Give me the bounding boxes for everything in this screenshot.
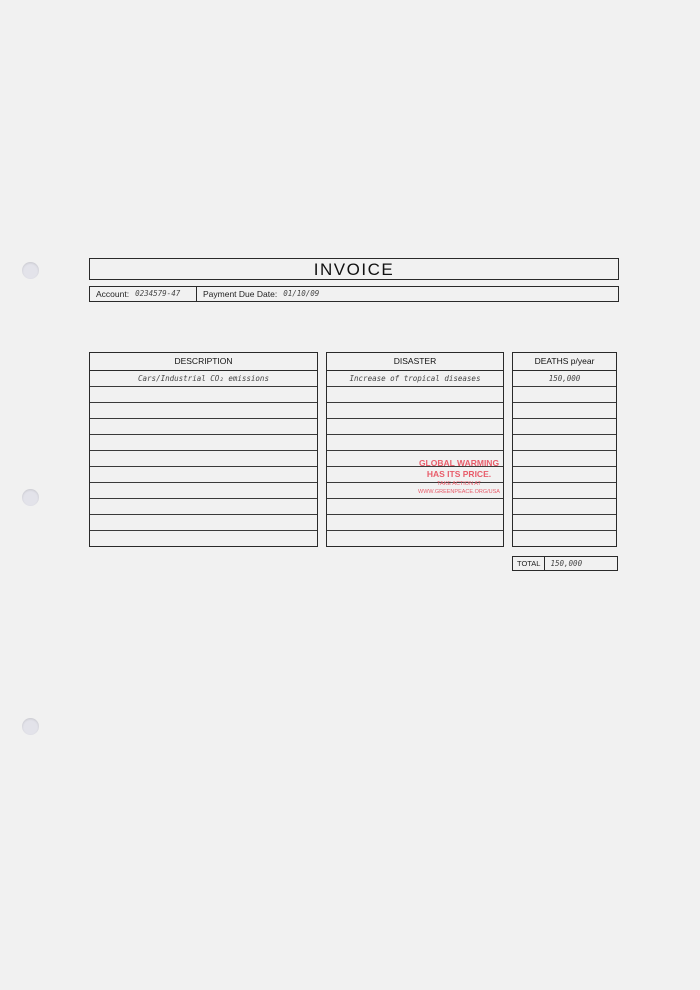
due-date-cell (196, 287, 325, 301)
deaths-row (513, 435, 616, 451)
description-table (89, 352, 318, 547)
deaths-row: 150,000 (513, 371, 616, 387)
description-row (90, 515, 317, 531)
deaths-row (513, 387, 616, 403)
deaths-header: DEATHS p/year (513, 353, 616, 371)
deaths-row (513, 483, 616, 499)
deaths-row (513, 467, 616, 483)
deaths-row (513, 515, 616, 531)
description-row: Cars/Industrial CO₂ emissions (90, 371, 317, 387)
description-row (90, 403, 317, 419)
description-row (90, 499, 317, 515)
description-header: DESCRIPTION (90, 353, 317, 371)
account-label: Account: (96, 289, 130, 299)
punch-hole-bottom (22, 718, 39, 735)
disaster-row (327, 387, 503, 403)
disaster-row (327, 499, 503, 515)
description-row (90, 467, 317, 483)
total-value: 150,000 (550, 559, 583, 568)
stamp-line-2: HAS ITS PRICE. (426, 469, 492, 479)
invoice-title: INVOICE (89, 258, 619, 280)
disaster-row (327, 435, 503, 451)
stamp-line-1: GLOBAL WARMING (418, 458, 500, 468)
due-date-label: Payment Due Date: (203, 289, 278, 299)
stamp-url[interactable]: WWW.GREENPEACE.ORG/USA (418, 489, 500, 495)
punch-hole-top (22, 262, 39, 279)
punch-hole-middle (22, 489, 39, 506)
deaths-row (513, 499, 616, 515)
greenpeace-stamp (414, 458, 504, 496)
due-date-value: 01/10/09 (283, 289, 320, 298)
description-row (90, 483, 317, 499)
stamp-line-3: TAKE ACTION AT (437, 481, 481, 487)
deaths-row (513, 531, 616, 547)
disaster-row (327, 419, 503, 435)
description-row (90, 435, 317, 451)
account-value: 0234579-47 (135, 289, 181, 298)
total-label: TOTAL (513, 557, 545, 570)
disaster-row (327, 403, 503, 419)
disaster-table (326, 352, 504, 547)
deaths-table (512, 352, 617, 547)
disaster-row: Increase of tropical diseases (327, 371, 503, 387)
description-row (90, 451, 317, 467)
deaths-row (513, 403, 616, 419)
description-row (90, 419, 317, 435)
description-row (90, 387, 317, 403)
disaster-header: DISASTER (327, 353, 503, 371)
deaths-row (513, 419, 616, 435)
total-box (512, 556, 618, 571)
disaster-row (327, 515, 503, 531)
deaths-row (513, 451, 616, 467)
description-row (90, 531, 317, 547)
account-bar (89, 286, 619, 302)
disaster-row (327, 531, 503, 547)
account-cell (90, 287, 196, 301)
